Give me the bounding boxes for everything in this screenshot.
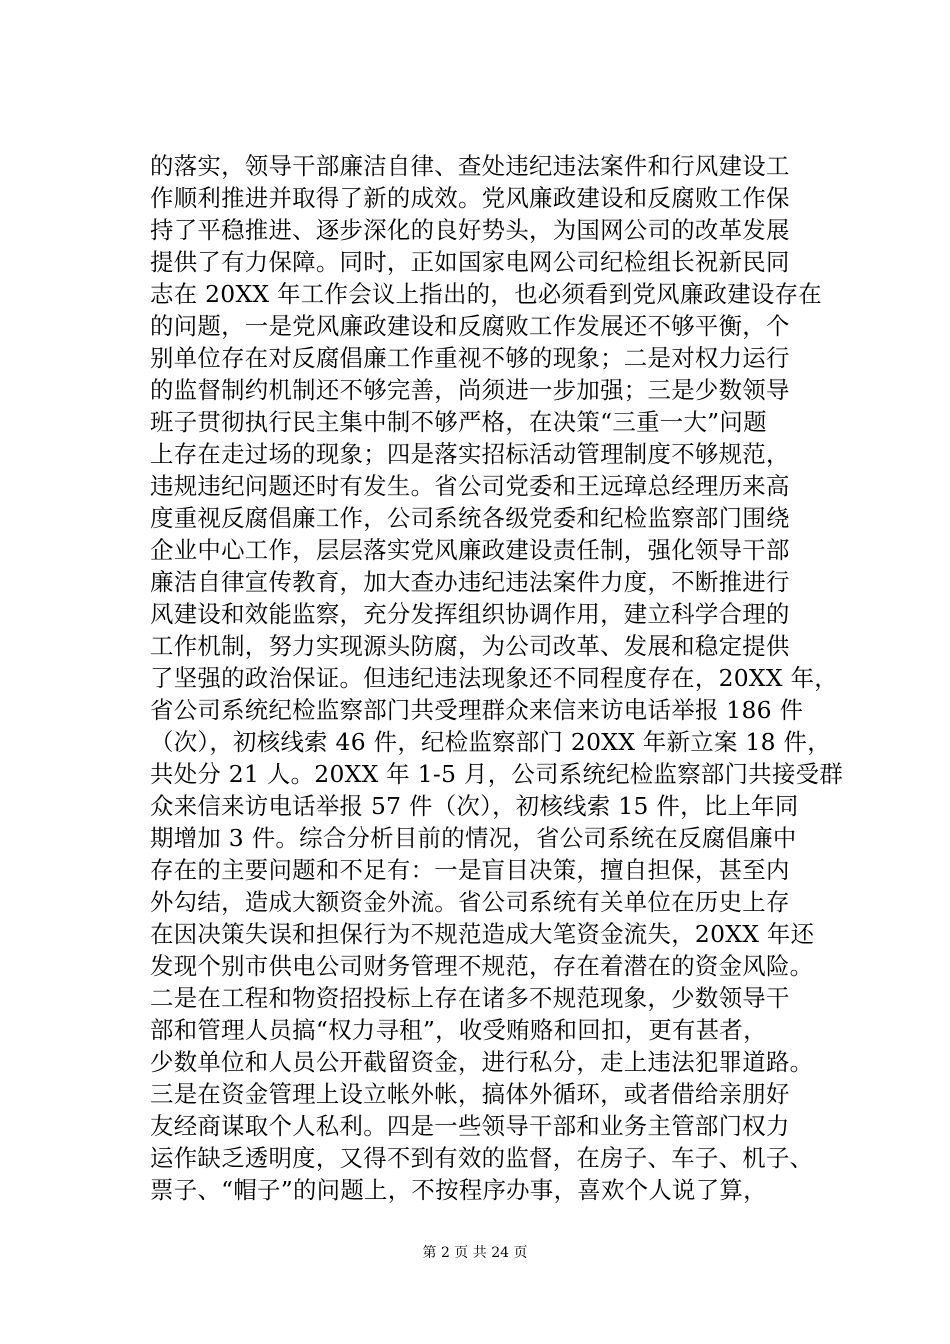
text-line: 工作机制，努力实现源头防腐，为公司改革、发展和稳定提供 — [150, 632, 790, 660]
text-line: 友经商谋取个人私利。四是一些领导干部和业务主管部门权力 — [150, 1112, 790, 1140]
text-line: 度重视反腐倡廉工作，公司系统各级党委和纪检监察部门围绕 — [150, 504, 790, 532]
text-line: 众来信来访电话举报 57 件（次），初核线索 15 件，比上年同 — [150, 792, 799, 820]
text-line: 部和管理人员搞“权力寻租”，收受贿赂和回扣，更有甚者， — [150, 1016, 767, 1044]
text-line: 廉洁自律宣传教育，加大查办违纪违法案件力度，不断推进行 — [150, 568, 790, 596]
text-line: 发现个别市供电公司财务管理不规范，存在着潜在的资金风险。 — [150, 952, 814, 980]
text-line: 少数单位和人员公开截留资金，进行私分，走上违法犯罪道路。 — [150, 1048, 814, 1076]
body-text — [150, 150, 870, 1206]
text-line: 的监督制约机制还不够完善，尚须进一步加强；三是少数领导 — [150, 376, 790, 404]
text-line: 作顺利推进并取得了新的成效。党风廉政建设和反腐败工作保 — [150, 184, 790, 212]
text-line: 在因决策失误和担保行为不规范造成大笔资金流失，20XX 年还 — [150, 920, 815, 948]
text-line: 志在 20XX 年工作会议上指出的，也必须看到党风廉政建设存在 — [150, 280, 823, 308]
text-line: 风建设和效能监察，充分发挥组织协调作用，建立科学合理的 — [150, 600, 790, 628]
text-line: 运作缺乏透明度，又得不到有效的监督，在房子、车子、机子、 — [150, 1144, 814, 1172]
text-line: 持了平稳推进、逐步深化的良好势头，为国网公司的改革发展 — [150, 216, 790, 244]
text-line: 外勾结，造成大额资金外流。省公司系统有关单位在历史上存 — [150, 888, 790, 916]
text-line: 共处分 21 人。20XX 年 1-5 月，公司系统纪检监察部门共接受群 — [150, 760, 844, 788]
text-line: 别单位存在对反腐倡廉工作重视不够的现象；二是对权力运行 — [150, 344, 790, 372]
text-line: 提供了有力保障。同时，正如国家电网公司纪检组长祝新民同 — [150, 248, 790, 276]
text-line: 存在的主要问题和不足有：一是盲目决策，擅自担保，甚至内 — [150, 856, 790, 884]
text-line: （次），初核线索 46 件，纪检监察部门 20XX 年新立案 18 件， — [150, 728, 831, 756]
text-line: 期增加 3 件。综合分析目前的情况，省公司系统在反腐倡廉中 — [150, 824, 797, 852]
text-line: 的落实，领导干部廉洁自律、查处违纪违法案件和行风建设工 — [150, 152, 790, 180]
text-line: 上存在走过场的现象；四是落实招标活动管理制度不够规范， — [150, 440, 790, 468]
text-line: 班子贯彻执行民主集中制不够严格，在决策“三重一大”问题 — [150, 408, 767, 436]
page-number-footer: 第 2 页 共 24 页 — [422, 1245, 528, 1261]
text-line: 的问题，一是党风廉政建设和反腐败工作发展还不够平衡，个 — [150, 312, 790, 340]
text-line: 票子、“帽子”的问题上，不按程序办事，喜欢个人说了算， — [150, 1176, 767, 1204]
text-line: 了坚强的政治保证。但违纪违法现象还不同程度存在，20XX 年， — [150, 664, 838, 692]
text-line: 省公司系统纪检监察部门共受理群众来信来访电话举报 186 件 — [150, 696, 804, 724]
text-line: 三是在资金管理上设立帐外帐，搞体外循环，或者借给亲朋好 — [150, 1080, 790, 1108]
text-line: 企业中心工作，层层落实党风廉政建设责任制，强化领导干部 — [150, 536, 790, 564]
text-line: 二是在工程和物资招投标上存在诸多不规范现象，少数领导干 — [150, 984, 790, 1012]
text-line: 违规违纪问题还时有发生。省公司党委和王远璋总经理历来高 — [150, 472, 790, 500]
